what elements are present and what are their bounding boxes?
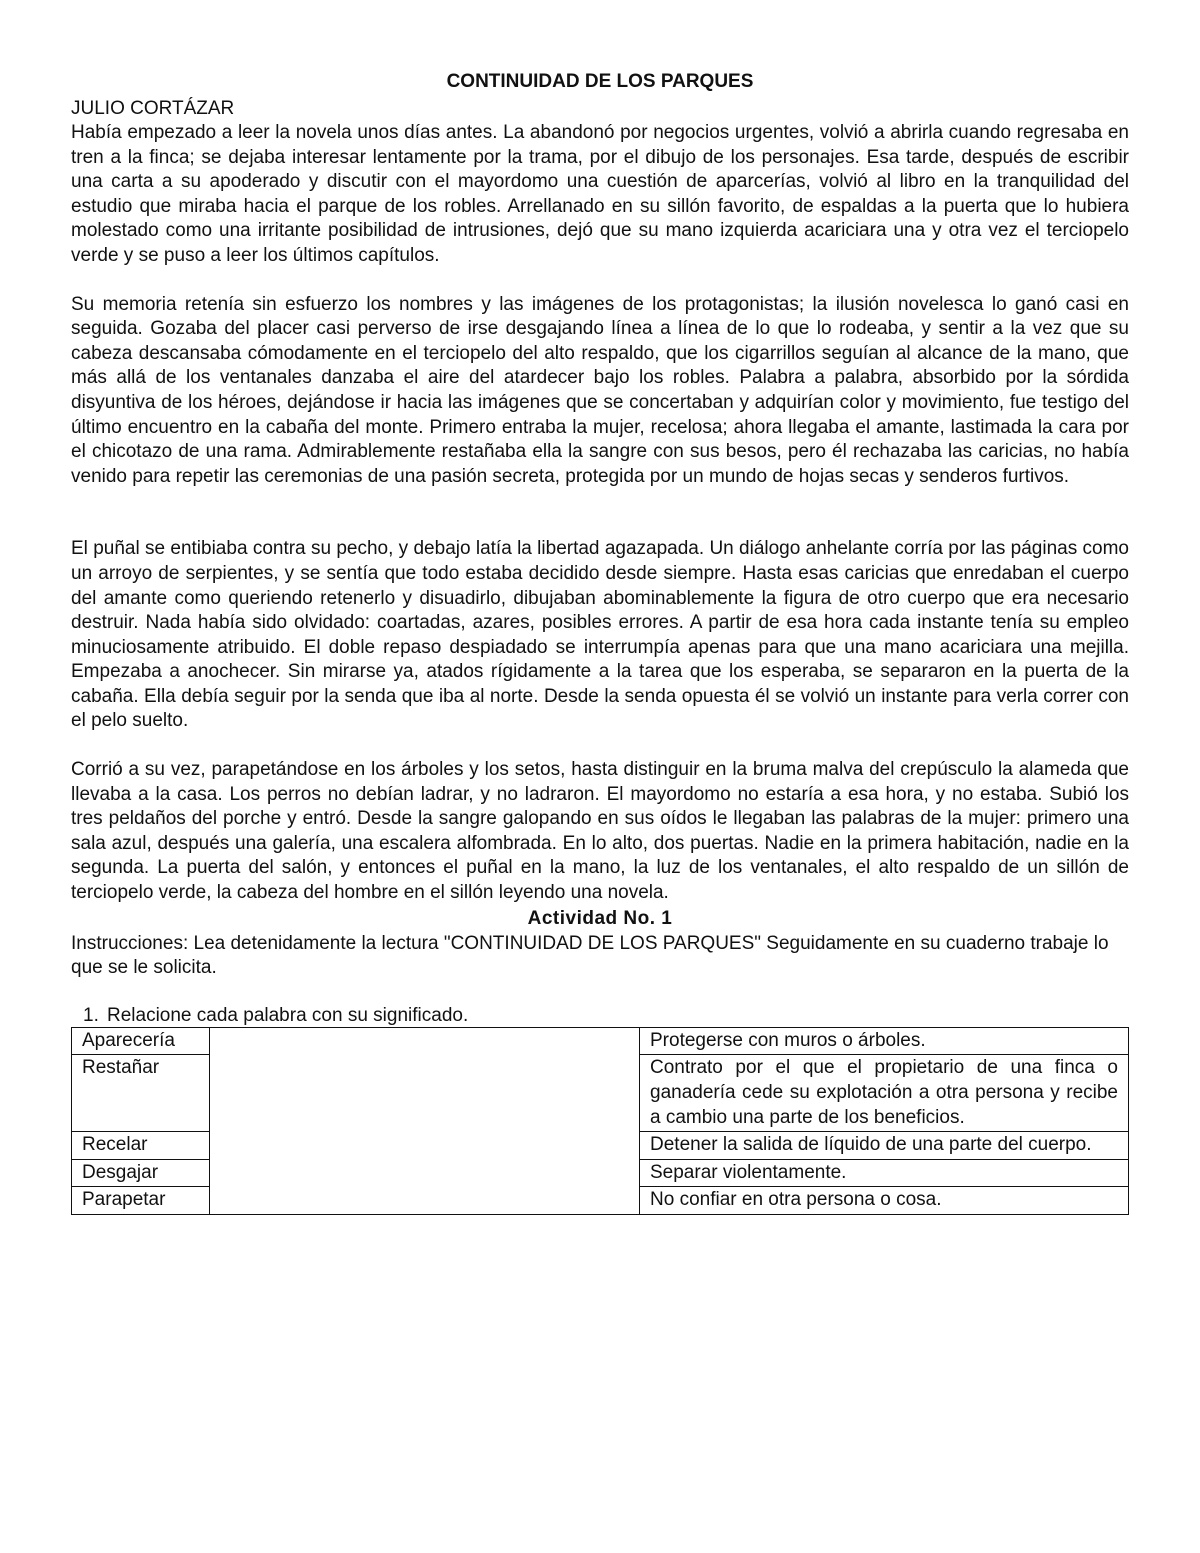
- activity-list: [71, 1005, 1129, 1027]
- paragraph-spacer: [71, 489, 1129, 537]
- list-item-text: Relacione cada palabra con su significado.: [107, 1004, 469, 1026]
- table-row: [72, 1027, 1129, 1055]
- paragraph-1: Había empezado a leer la novela unos días antes. La abandonó por negocios urgentes, volvió a abrirla cuando regresaba en tren a la finca; se dejaba interesar lentamente por la trama, por el dibujo de los personajes. Esa tarde, después de escribir una carta a su apoderado y discutir con el mayordomo una cuestión de aparcerías, volvió al libro en la tranquilidad del estudio que miraba hacia el parque de los robles. Arrellanado en su sillón favorito, de espaldas a la puerta que lo hubiera molestado como una irritante posibilidad de intrusiones, dejó que su mano izquierda acariciara una y otra vez el terciopelo verde y se puso a leer los últimos capítulos.: [71, 122, 1129, 266]
- word-cell: Desgajar: [72, 1159, 210, 1187]
- paragraph-spacer: [71, 734, 1129, 758]
- definition-cell: Contrato por el que el propietario de una finca o ganadería cede su explotación a otra persona y recibe a cambio una parte de los beneficios.: [640, 1055, 1129, 1132]
- document-author: JULIO CORTÁZAR: [71, 98, 235, 119]
- word-cell: Restañar: [72, 1055, 210, 1132]
- paragraph-spacer: [71, 269, 1129, 293]
- definition-cell: Detener la salida de líquido de una parte del cuerpo.: [640, 1132, 1129, 1160]
- list-item-number: 1.: [83, 1004, 99, 1026]
- definition-cell: No confiar en otra persona o cosa.: [640, 1187, 1129, 1215]
- paragraph-4: Corrió a su vez, parapetándose en los árboles y los setos, hasta distinguir en la bruma malva del crepúsculo la alameda que llevaba a la casa. Los perros no debían ladrar, y no ladraron. El mayordomo no estaría a esa hora, y no estaba. Subió los tres peldaños del porche y entró. Desde la sangre galopando en sus oídos le llegaban las palabras de la mujer: primero una sala azul, después una galería, una escalera alfombrada. En lo alto, dos puertas. Nadie en la primera habitación, nadie en la segunda. La puerta del salón, y entonces el puñal en la mano, la luz de los ventanales, el alto respaldo de un sillón de terciopelo verde, la cabeza del hombre en el sillón leyendo una novela.: [71, 759, 1129, 904]
- list-item: [71, 1005, 1129, 1027]
- activity-title: Actividad No. 1: [527, 907, 673, 929]
- document-page: [71, 68, 1129, 1215]
- definition-cell: Separar violentamente.: [640, 1159, 1129, 1187]
- word-cell: Recelar: [72, 1132, 210, 1160]
- word-cell: Aparecería: [72, 1027, 210, 1055]
- activity-instructions: Instrucciones: Lea detenidamente la lectura "CONTINUIDAD DE LOS PARQUES" Seguidamente en su cuaderno trabaje lo que se le solicita.: [71, 932, 1109, 979]
- vocabulary-table: [71, 1027, 1129, 1215]
- paragraph-2: Su memoria retenía sin esfuerzo los nombres y las imágenes de los protagonistas; la ilusión novelesca lo ganó casi en seguida. Gozaba del placer casi perverso de irse desgajando línea a línea de lo que lo rodeaba, y sentir a la vez que su cabeza descansaba cómodamente en el terciopelo del alto respaldo, que los cigarrillos seguían al alcance de la mano, que más allá de los ventanales danzaba el aire del atardecer bajo los robles. Palabra a palabra, absorbido por la sórdida disyuntiva de los héroes, dejándose ir hacia las imágenes que se concertaban y adquirían color y movimiento, fue testigo del último encuentro en la cabaña del monte. Primero entraba la mujer, recelosa; ahora llegaba el amante, lastimada la cara por el chicotazo de una rama. Admirablemente restañaba ella la sangre con sus besos, pero él rechazaba las caricias, no había venido para repetir las ceremonias de una pasión secreta, protegida por un mundo de hojas secas y senderos furtivos.: [71, 293, 1129, 487]
- word-cell: Parapetar: [72, 1187, 210, 1215]
- paragraph-3: El puñal se entibiaba contra su pecho, y debajo latía la libertad agazapada. Un diálogo anhelante corría por las páginas como un arroyo de serpientes, y se sentía que todo estaba decidido desde siempre. Hasta esas caricias que enredaban el cuerpo del amante como queriendo retenerlo y disuadirlo, dibujaban abominablemente la figura de otro cuerpo que era necesario destruir. Nada había sido olvidado: coartadas, azares, posibles errores. A partir de esa hora cada instante tenía su empleo minuciosamente atribuido. El doble repaso despiadado se interrumpía apenas para que una mano acariciara una mejilla. Empezaba a anochecer. Sin mirarse ya, atados rígidamente a la tarea que los esperaba, se separaron en la puerta de la cabaña. Ella debía seguir por la senda que iba al norte. Desde la senda opuesta él se volvió un instante para verla correr con el pelo suelto.: [71, 538, 1129, 732]
- definition-cell: Protegerse con muros o árboles.: [640, 1027, 1129, 1055]
- answer-space-cell: [210, 1027, 640, 1214]
- document-title: CONTINUIDAD DE LOS PARQUES: [446, 71, 754, 92]
